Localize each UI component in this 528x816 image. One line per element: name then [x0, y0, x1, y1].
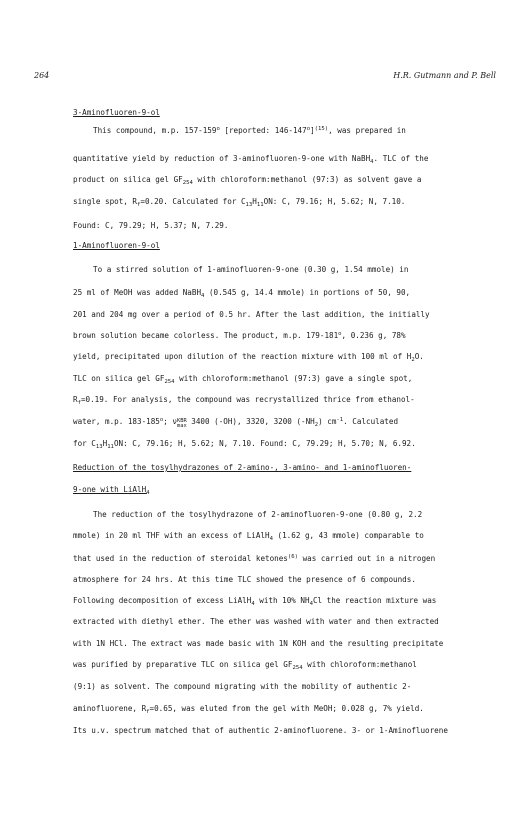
paragraph-line: Its u.v. spectrum matched that of authentic 2-aminofluorene. 3- or 1-Aminofluorene: [73, 726, 448, 735]
heading-reduction-title-line1: Reduction of the tosylhydrazones of 2-amino-, 3-amino- and 1-aminofluoren-: [73, 463, 412, 472]
paragraph-line: with 1N HCl. The extract was made basic with 1N KOH and the resulting precipitate: [73, 639, 444, 648]
paragraph-line: 25 ml of MeOH was added NaBH$_4$ (0.545 g, 14.4 mmole) in portions of 50, 90,: [73, 288, 411, 299]
heading-3-aminofluoren-9-ol: 3-Aminofluoren-9-ol: [73, 108, 160, 117]
paragraph-line: 201 and 204 mg over a period of 0.5 hr. After the last addition, the initially: [73, 310, 430, 319]
paragraph-line: extracted with diethyl ether. The ether was washed with water and then extracted: [73, 617, 439, 626]
paragraph-line: single spot, $R_f=0.20$. Calculated for $C_{13}H_{11}ON$: C, 79.16; H, 5.62; N, 7.10.: [73, 197, 406, 208]
paragraph-line: Following decomposition of excess LiAlH$_4$ with 10% $NH_4Cl$ the reaction mixture was: [73, 596, 437, 607]
paragraph-line: that used in the reduction of steroidal ketones$^{(6)}$ was carried out in a nitrogen: [73, 554, 436, 563]
paragraph-line: Found: C, 79.29; H, 5.37; N, 7.29.: [73, 221, 229, 230]
paragraph-line: aminofluorene, $R_f=0.65$, was eluted from the gel with MeOH; 0.028 g, 7% yield.: [73, 704, 424, 715]
heading-reduction-title-line2: 9-one with LiAlH$_4$: [73, 485, 150, 496]
paragraph-line: was purified by preparative TLC on silica gel $GF_{254}$ with chloroform:methanol: [73, 660, 417, 671]
page-number: 264: [34, 71, 50, 80]
paragraph-line: water, m.p. 183-185$^o$; ν KBR max 3400 (-OH), 3320, 3200 $(-NH_2)$ $cm^{-1}$. Calculated: [73, 417, 399, 429]
paragraph-line: product on silica gel $GF_{254}$ with chloroform:methanol (97:3) as solvent gave a: [73, 175, 422, 186]
paragraph-line: (9:1) as solvent. The compound migrating with the mobility of authentic 2-: [73, 682, 412, 691]
paragraph-line: This compound, m.p. 157-159$^o$ [reported: 146-147$^o$]$^{(15)}$, was prepared in: [93, 126, 406, 135]
running-authors: H.R. Gutmann and P. Bell: [393, 71, 496, 80]
running-header: [34, 72, 496, 84]
paragraph-line: yield, precipitated upon dilution of the reaction mixture with 100 ml of $H_2O$.: [73, 352, 424, 363]
paragraph-line: atmosphere for 24 hrs. At this time TLC showed the presence of 6 compounds.: [73, 575, 416, 584]
heading-1-aminofluoren-9-ol: 1-Aminofluoren-9-ol: [73, 241, 160, 250]
paragraph-line: brown solution became colorless. The product, m.p. 179-181$^o$, 0.236 g, 78%: [73, 331, 406, 340]
paragraph-line: TLC on silica gel $GF_{254}$ with chloroform:methanol (97:3) gave a single spot,: [73, 374, 413, 385]
paragraph-line: for $C_{13}H_{11}ON$: C, 79.16; H, 5.62; N, 7.10. Found: C, 79.29; H, 5.70; N, 6.92.: [73, 439, 416, 450]
paragraph-line: To a stirred solution of 1-aminofluoren-9-one (0.30 g, 1.54 mmole) in: [93, 265, 409, 274]
paragraph-line: mmole) in 20 ml THF with an excess of LiAlH$_4$ (1.62 g, 43 mmole) comparable to: [73, 531, 424, 542]
paragraph-line: quantitative yield by reduction of 3-aminofluoren-9-one with NaBH$_4$. TLC of the: [73, 154, 429, 165]
paragraph-line: The reduction of the tosylhydrazone of 2-aminofluoren-9-one (0.80 g, 2.2: [93, 510, 423, 519]
paragraph-line: $R_f=0.19$. For analysis, the compound was recrystallized thrice from ethanol-: [73, 395, 415, 406]
